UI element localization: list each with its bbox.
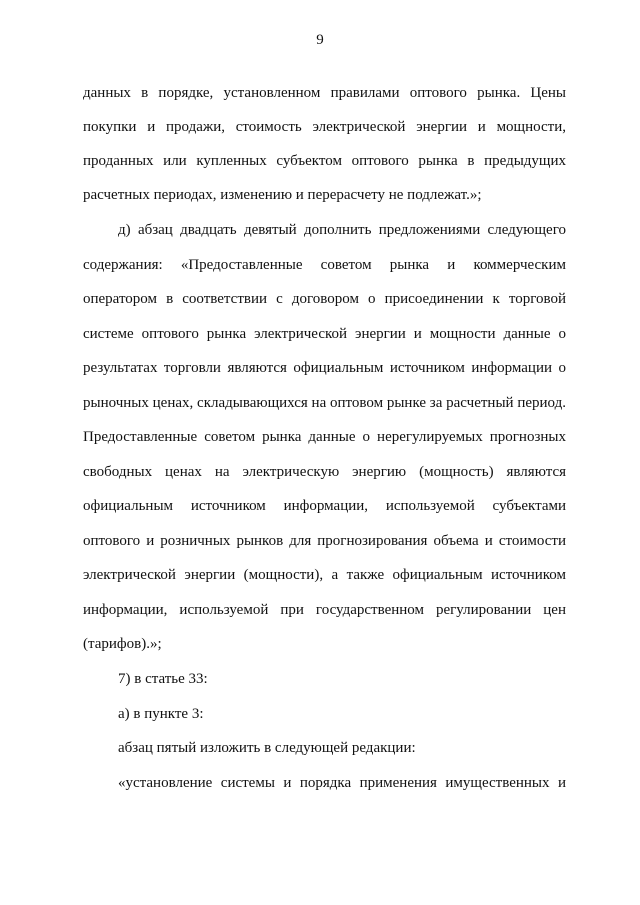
text-line: информации, используемой при государственном регулировании цен [83, 602, 566, 618]
text-line: оператором в соответствии с договором о присоединении к торговой [83, 291, 566, 307]
text-line: покупки и продажи, стоимость электрической энергии и мощности, [83, 119, 566, 135]
page-number: 9 [316, 32, 324, 48]
text-line: свободных ценах на электрическую энергию (мощность) являются [83, 464, 566, 480]
text-line: электрической энергии (мощности), а также официальным источником [83, 567, 566, 583]
text-line: проданных или купленных субъектом оптового рынка в предыдущих [83, 153, 566, 169]
text-line: рыночных ценах, складывающихся на оптовом рынке за расчетный период. [83, 395, 566, 411]
text-line: абзац пятый изложить в следующей редакции: [118, 740, 416, 756]
text-line: расчетных периодах, изменению и перерасчету не подлежат.»; [83, 187, 482, 203]
text-line: (тарифов).»; [83, 636, 162, 652]
text-line: а) в пункте 3: [118, 706, 204, 722]
text-line: результатах торговли являются официальным источником информации о [83, 360, 566, 376]
text-line: данных в порядке, установленном правилами оптового рынка. Цены [83, 85, 566, 101]
text-line: Предоставленные советом рынка данные о нерегулируемых прогнозных [83, 429, 566, 445]
text-line: оптового и розничных рынков для прогнозирования объема и стоимости [83, 533, 566, 549]
text-line: 7) в статье 33: [118, 671, 208, 687]
text-line: содержания: «Предоставленные советом рынка и коммерческим [83, 257, 566, 273]
text-line: официальным источником информации, используемой субъектами [83, 498, 566, 514]
text-line: «установление системы и порядка применения имущественных и [118, 775, 566, 791]
text-line: системе оптового рынка электрической энергии и мощности данные о [83, 326, 566, 342]
text-line: д) абзац двадцать девятый дополнить предложениями следующего [118, 222, 566, 238]
